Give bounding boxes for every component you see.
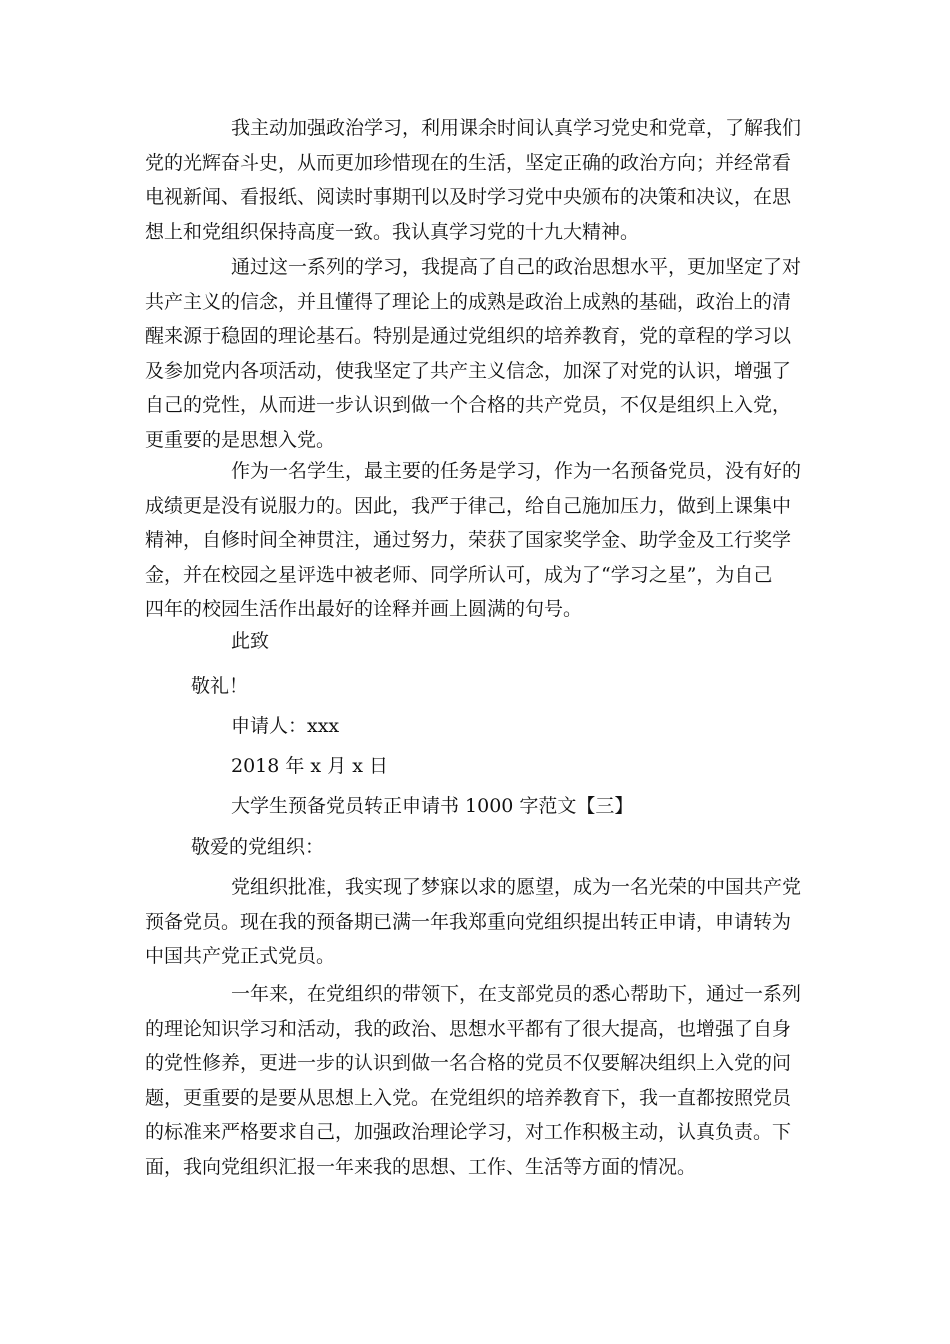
paragraph-line: 金，并在校园之星评选中被老师、同学所认可，成为了“学习之星”，为自己 <box>145 563 773 586</box>
paragraph-line: 的标准来严格要求自己，加强政治理论学习，对工作积极主动，认真负责。下 <box>145 1121 792 1144</box>
applicant-signature: 申请人：xxx <box>231 715 340 737</box>
paragraph-line: 我主动加强政治学习，利用课余时间认真学习党史和党章，了解我们 <box>231 117 802 139</box>
paragraph-line: 醒来源于稳固的理论基石。特别是通过党组织的培养教育，党的章程的学习以 <box>145 325 792 348</box>
paragraph-line: 党组织批准，我实现了梦寐以求的愿望，成为一名光荣的中国共产党 <box>231 876 802 898</box>
paragraph-line: 作为一名学生，最主要的任务是学习，作为一名预备党员，没有好的 <box>231 460 802 482</box>
paragraph-line: 通过这一系列的学习，我提高了自己的政治思想水平，更加坚定了对 <box>231 256 802 278</box>
paragraph-line: 的理论知识学习和活动，我的政治、思想水平都有了很大提高，也增强了自身 <box>145 1017 792 1040</box>
paragraph-line: 更重要的是思想入党。 <box>145 428 336 451</box>
paragraph-approval <box>145 870 805 974</box>
paragraph-year-review <box>145 977 805 1185</box>
paragraph-political-study <box>145 111 805 249</box>
paragraph-theory-learning <box>145 250 805 458</box>
section-title: 大学生预备党员转正申请书 1000 字范文【三】 <box>231 795 634 817</box>
paragraph-line: 及参加党内各项活动，使我坚定了共产主义信念，加深了对党的认识，增强了 <box>145 359 792 382</box>
paragraph-student-study <box>145 454 805 627</box>
salute-text: 敬礼！ <box>191 675 249 697</box>
paragraph-line: 共产主义的信念，并且懂得了理论上的成熟是政治上成熟的基础，政治上的清 <box>145 290 792 313</box>
paragraph-line: 精神，自修时间全神贯注，通过努力，荣获了国家奖学金、助学金及工行奖学 <box>145 529 792 552</box>
paragraph-line: 预备党员。现在我的预备期已满一年我郑重向党组织提出转正申请，申请转为 <box>145 910 792 933</box>
paragraph-line: 党的光辉奋斗史，从而更加珍惜现在的生活，坚定正确的政治方向；并经常看 <box>145 151 792 174</box>
paragraph-line: 电视新闻、看报纸、阅读时事期刊以及时学习党中央颁布的决策和决议，在思 <box>145 186 792 209</box>
paragraph-line: 一年来，在党组织的带领下，在支部党员的悉心帮助下，通过一系列 <box>231 983 802 1005</box>
paragraph-line: 四年的校园生活作出最好的诠释并画上圆满的句号。 <box>145 598 583 621</box>
paragraph-line: 题，更重要的是要从思想上入党。在党组织的培养教育下，我一直都按照党员 <box>145 1086 792 1109</box>
closing-text: 此致 <box>231 630 270 652</box>
paragraph-line: 的党性修养，更进一步的认识到做一名合格的党员不仅要解决组织上入党的问 <box>145 1052 792 1075</box>
application-date: 2018 年 x 月 x 日 <box>231 755 388 777</box>
greeting-text: 敬爱的党组织： <box>191 836 325 858</box>
paragraph-line: 中国共产党正式党员。 <box>145 945 336 968</box>
paragraph-line: 自己的党性，从而进一步认识到做一个合格的共产党员，不仅是组织上入党， <box>145 394 792 417</box>
paragraph-line: 面，我向党组织汇报一年来我的思想、工作、生活等方面的情况。 <box>145 1155 697 1178</box>
paragraph-line: 成绩更是没有说服力的。因此，我严于律己，给自己施加压力，做到上课集中 <box>145 494 792 517</box>
paragraph-line: 想上和党组织保持高度一致。我认真学习党的十九大精神。 <box>145 220 640 243</box>
